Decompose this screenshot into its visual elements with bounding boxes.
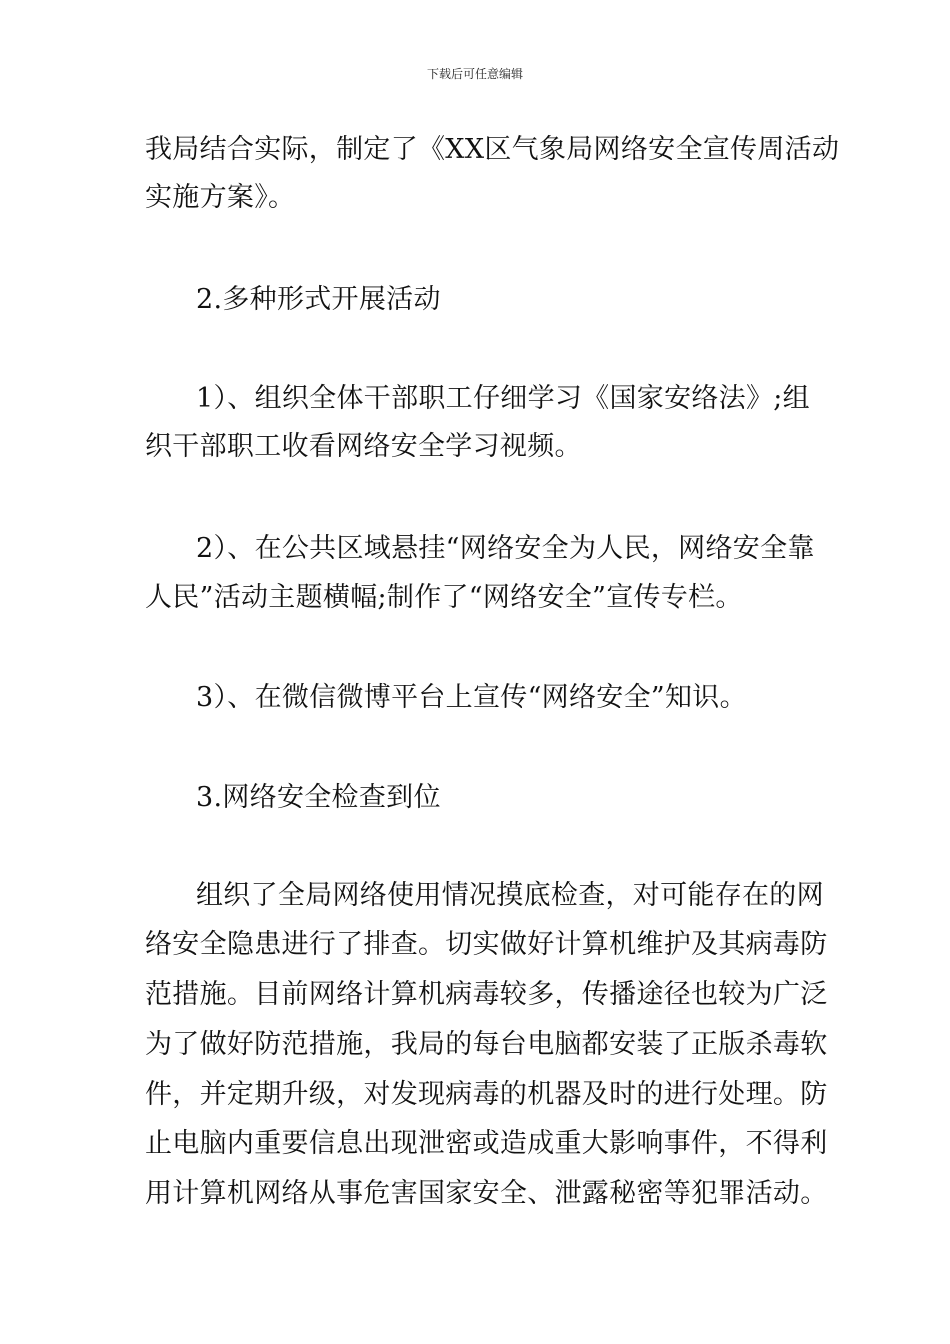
paragraph-line: 为了做好防范措施，我局的每台电脑都安装了正版杀毒软 (145, 1029, 828, 1060)
paragraph-line: 3）、在微信微博平台上宣传“网络安全”知识。 (196, 682, 747, 713)
section-heading: 3.网络安全检查到位 (196, 782, 441, 813)
paragraph-line: 止电脑内重要信息出现泄密或造成重大影响事件，不得利 (145, 1128, 828, 1159)
page-header: 下载后可任意编辑 (426, 67, 523, 81)
section-heading: 2.多种形式开展活动 (196, 284, 441, 315)
paragraph-line: 络安全隐患进行了排查。切实做好计算机维护及其病毒防 (145, 929, 828, 960)
paragraph-line: 用计算机网络从事危害国家安全、泄露秘密等犯罪活动。 (145, 1178, 828, 1209)
paragraph-line: 织干部职工收看网络安全学习视频。 (145, 431, 582, 462)
paragraph-line: 实施方案》。 (145, 182, 296, 213)
paragraph-line: 件，并定期升级，对发现病毒的机器及时的进行处理。防 (145, 1079, 828, 1110)
paragraph-line: 组织了全局网络使用情况摸底检查，对可能存在的网 (196, 880, 824, 911)
paragraph-line: 2）、在公共区域悬挂“网络安全为人民，网络安全靠 (196, 533, 815, 564)
paragraph-line: 人民”活动主题横幅;制作了“网络安全”宣传专栏。 (145, 582, 743, 613)
paragraph-line: 1）、组织全体干部职工仔细学习《国家安络法》;组 (196, 383, 810, 414)
paragraph-line: 我局结合实际，制定了《XX区气象局网络安全宣传周活动 (145, 134, 840, 165)
paragraph-line: 范措施。目前网络计算机病毒较多，传播途径也较为广泛 (145, 979, 828, 1010)
